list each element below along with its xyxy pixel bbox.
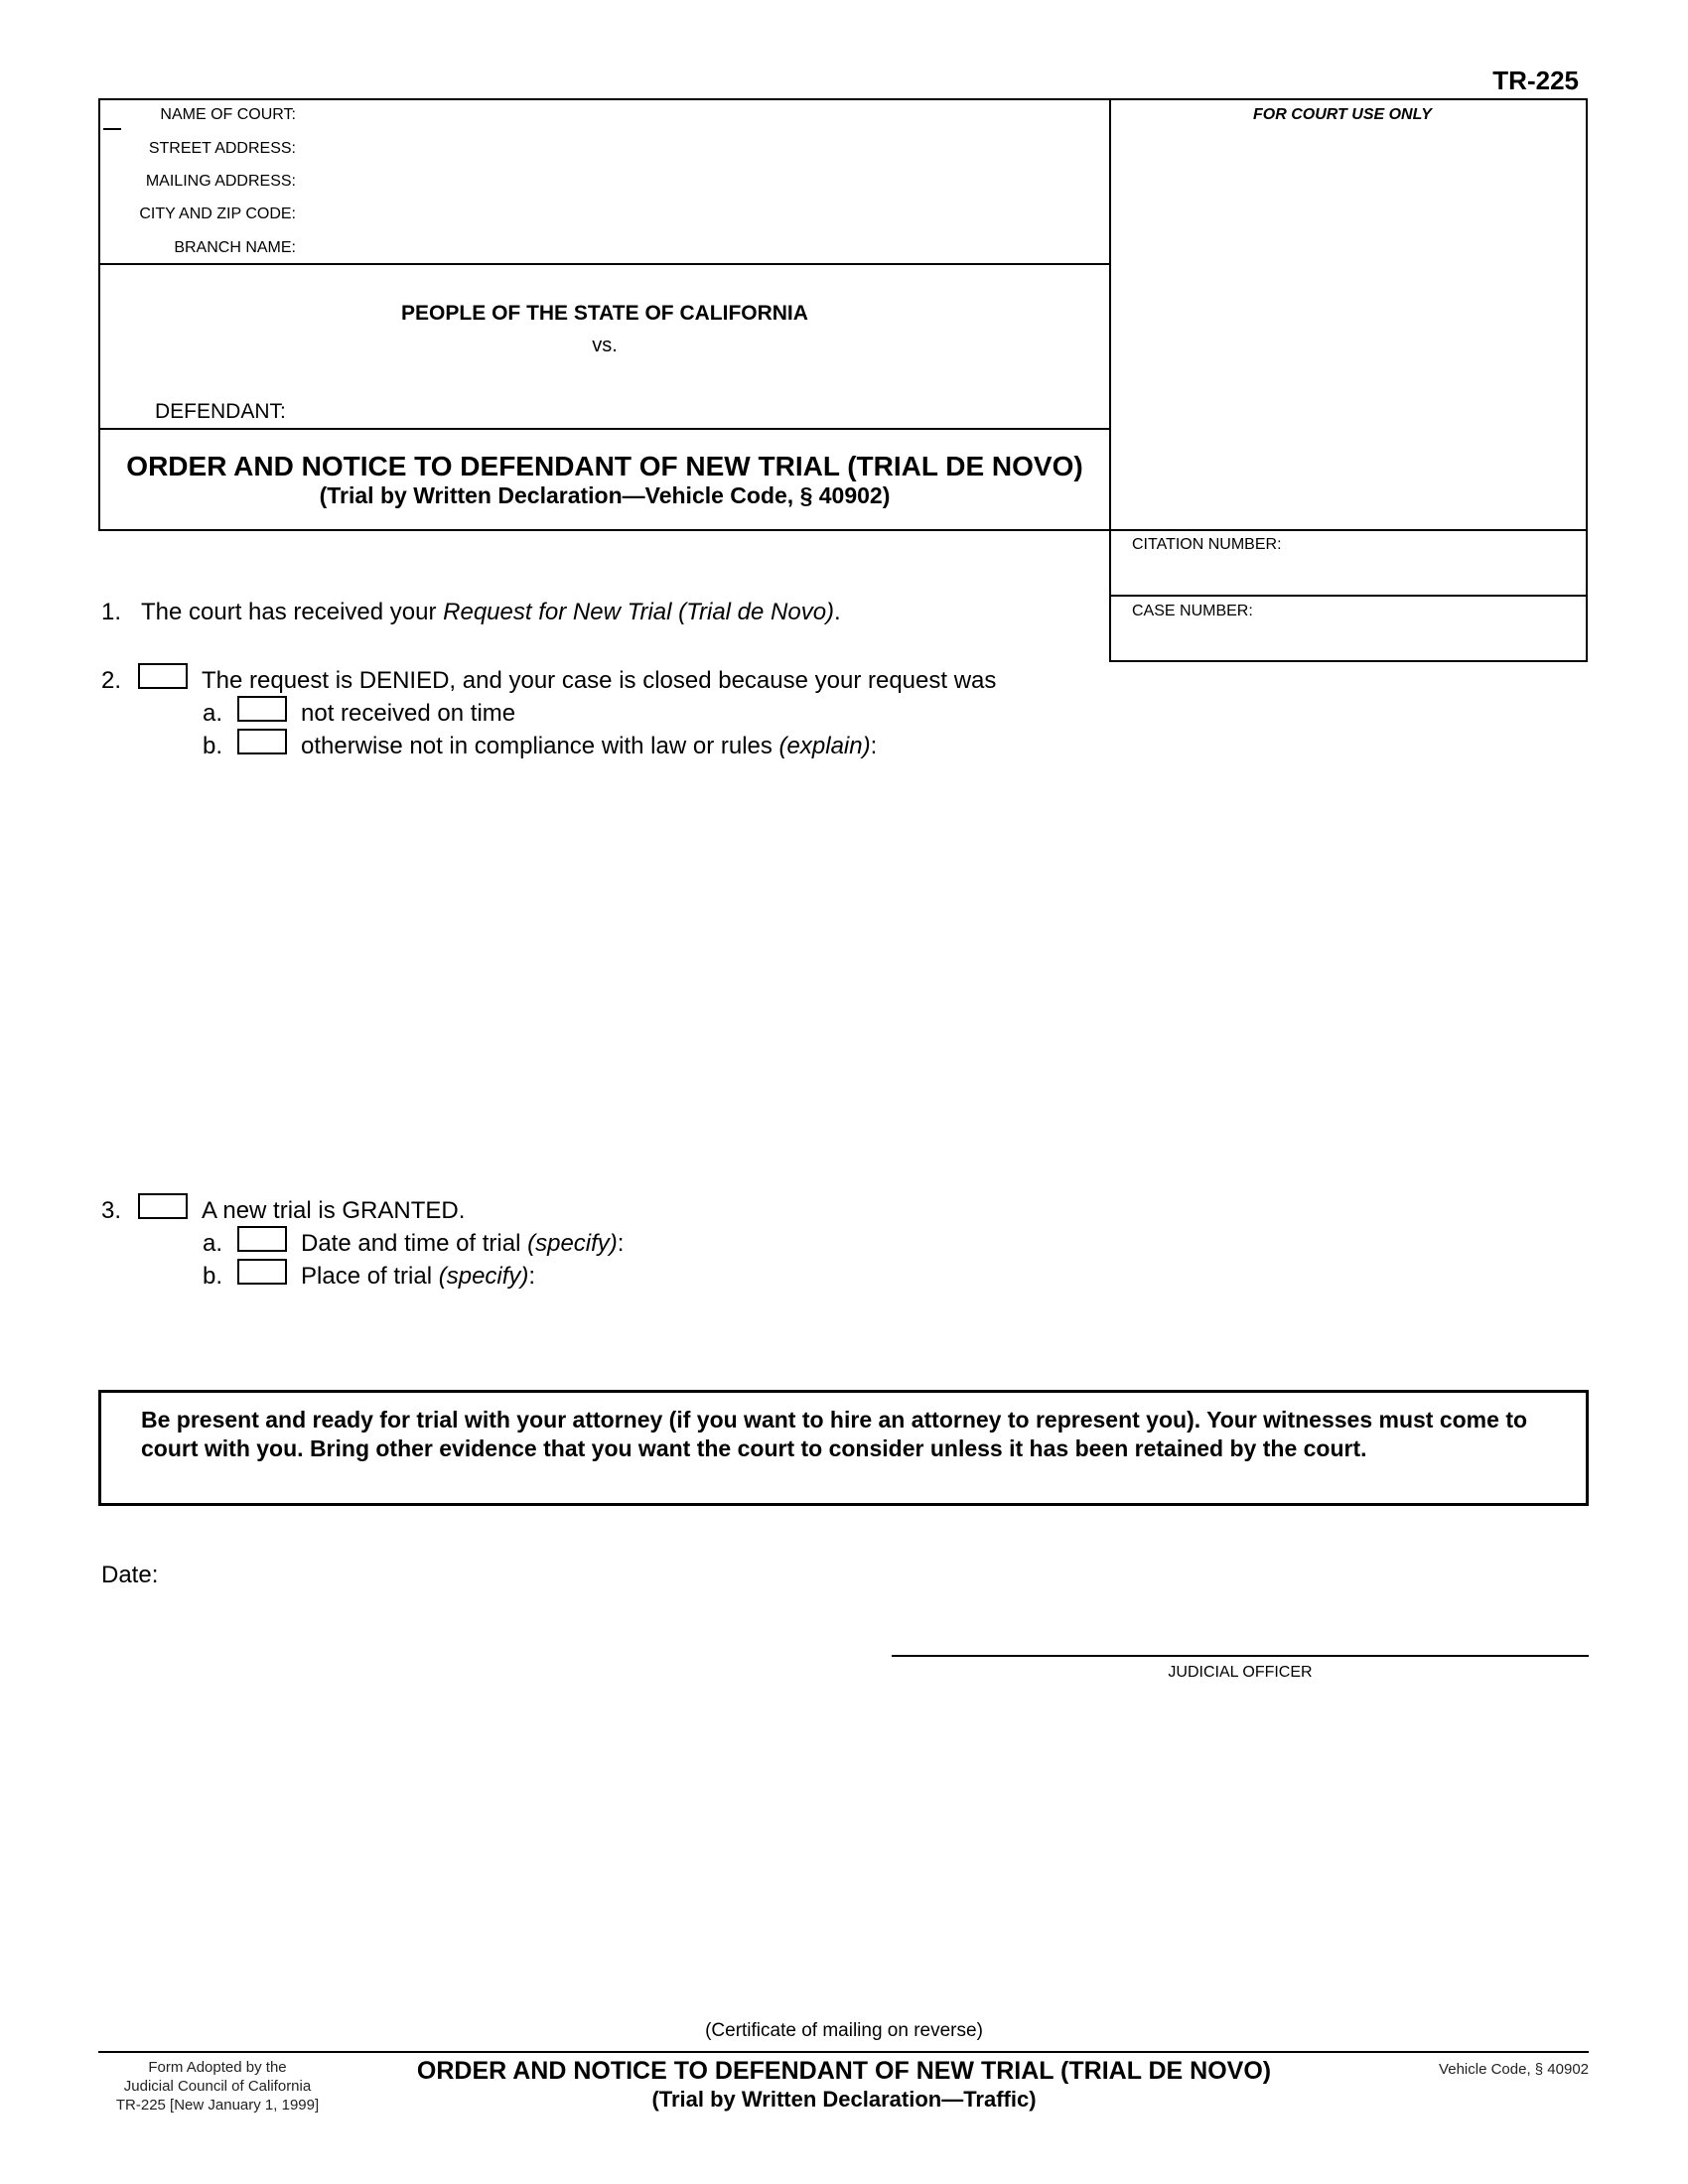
item2-number: 2. [101, 667, 122, 694]
street-address-input[interactable] [306, 137, 1100, 161]
item3-text: A new trial is GRANTED. [202, 1197, 466, 1224]
footer-subtitle: (Trial by Written Declaration—Traffic) [651, 2087, 1037, 2112]
item1-text-end: . [834, 599, 841, 625]
item3a-text-main: Date and time of trial [301, 1230, 528, 1257]
trial-place-input[interactable] [556, 1262, 1579, 1290]
item2a-text: not received on time [301, 700, 516, 727]
item2b-label: b. [203, 733, 223, 759]
defendant-input[interactable] [303, 398, 1097, 424]
certificate-note [0, 2020, 1688, 2042]
item3a-text-italic: (specify) [527, 1230, 618, 1257]
branch-name-input[interactable] [306, 236, 1100, 260]
item3b-label: b. [203, 1263, 223, 1290]
item3a-text [301, 1230, 624, 1258]
item2b-text-main: otherwise not in compliance with law or rules [301, 733, 779, 759]
footer-left-line-3: TR-225 [New January 1, 1999] [115, 2097, 320, 2114]
trial-date-time-input[interactable] [645, 1229, 1579, 1257]
item1-text-italic: Request for New Trial (Trial de Novo) [443, 599, 835, 625]
street-address-label: STREET ADDRESS: [148, 140, 296, 157]
date-label: Date: [101, 1562, 159, 1588]
item3a-text-end: : [617, 1230, 625, 1257]
signature-line [892, 1655, 1589, 1657]
item3b-text-end: : [528, 1263, 536, 1290]
city-zip-input[interactable] [306, 203, 1100, 226]
citation-number-label: CITATION NUMBER: [1132, 536, 1282, 553]
item2a-checkbox[interactable] [237, 696, 287, 722]
item3a-checkbox[interactable] [237, 1226, 287, 1252]
city-zip-label: CITY AND ZIP CODE: [139, 205, 296, 222]
citation-number-input[interactable] [1132, 561, 1569, 587]
item2b-text-italic: (explain) [778, 733, 871, 759]
item1-text [141, 599, 841, 626]
footer-rule [98, 2051, 1589, 2053]
item3b-text-italic: (specify) [438, 1263, 529, 1290]
item2b-checkbox[interactable] [237, 729, 287, 754]
item3a-label: a. [203, 1230, 223, 1257]
title-divider [98, 428, 1111, 430]
item2b-text [301, 733, 877, 760]
item3-number: 3. [101, 1197, 122, 1224]
judicial-officer-label: JUDICIAL OFFICER [1168, 1664, 1313, 1681]
form-id: TR-225 [1492, 66, 1579, 95]
name-of-court-label: NAME OF COURT: [160, 106, 296, 123]
notice-text: Be present and ready for trial with your attorney (if you want to hire an attorney to represent you). Your witnesses must come to court with you. Bring other evidence that you want the court to consider unless it has been retained by the court. [141, 1407, 1528, 1461]
mailing-address-input[interactable] [306, 170, 1100, 194]
item2b-text-end: : [870, 733, 878, 759]
judicial-officer-signature-input[interactable] [892, 1618, 1589, 1650]
footer-left-block [98, 2058, 337, 2115]
item1-number: 1. [101, 599, 122, 625]
footer-title: ORDER AND NOTICE TO DEFENDANT OF NEW TRIAL (TRIAL DE NOVO) [416, 2057, 1272, 2085]
vs-label: vs. [592, 335, 618, 356]
form-title: ORDER AND NOTICE TO DEFENDANT OF NEW TRIAL (TRIAL DE NOVO) [126, 451, 1083, 481]
form-subtitle: (Trial by Written Declaration—Vehicle Code, § 40902) [319, 482, 891, 508]
case-divider [1109, 595, 1588, 597]
item2-checkbox[interactable] [138, 663, 188, 689]
item2-text: The request is DENIED, and your case is closed because your request was [202, 667, 997, 694]
date-input[interactable] [169, 1559, 665, 1588]
item3b-text [301, 1263, 535, 1291]
item1-text-main: The court has received your [141, 599, 444, 625]
item2a-label: a. [203, 700, 223, 727]
court-info-divider [98, 263, 1111, 265]
plaintiff-caption: PEOPLE OF THE STATE OF CALIFORNIA [401, 302, 808, 325]
case-number-input[interactable] [1132, 627, 1569, 653]
certificate-text: (Certificate of mailing on reverse) [705, 2020, 983, 2041]
footer-left-line-1: Form Adopted by the [148, 2059, 287, 2076]
name-of-court-input[interactable] [306, 103, 1100, 127]
item3b-text-main: Place of trial [301, 1263, 439, 1290]
branch-name-label: BRANCH NAME: [174, 239, 296, 256]
footer-left-line-2: Judicial Council of California [123, 2078, 312, 2095]
item3-checkbox[interactable] [138, 1193, 188, 1219]
item3b-checkbox[interactable] [237, 1259, 287, 1285]
item2b-explanation-input[interactable] [301, 769, 1582, 1157]
footer-right: Vehicle Code, § 40902 [1439, 2061, 1589, 2078]
citation-divider [1109, 529, 1588, 531]
case-number-label: CASE NUMBER: [1132, 603, 1253, 619]
mailing-address-label: MAILING ADDRESS: [145, 173, 296, 190]
tick-mark [103, 128, 121, 130]
defendant-label: DEFENDANT: [155, 400, 286, 423]
court-use-only-label: FOR COURT USE ONLY [1253, 106, 1432, 123]
